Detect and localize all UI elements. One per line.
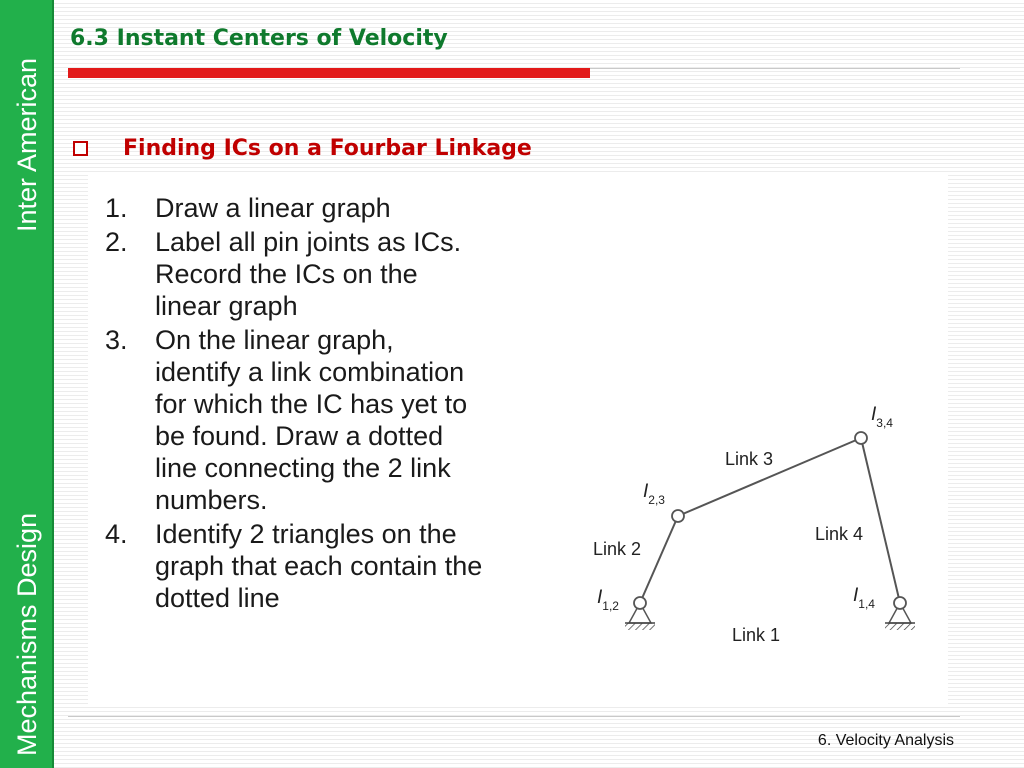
pin-joint-i14	[894, 597, 906, 609]
link-1-label: Link 1	[732, 625, 781, 645]
ic-label-i23: $I_{2,3}$	[643, 481, 665, 507]
square-bullet-icon	[73, 141, 88, 156]
link-3-label: Link 3	[725, 449, 774, 469]
step-number: 1.	[105, 193, 128, 223]
sidebar-banner	[0, 0, 54, 768]
slide-title: 6.3 Instant Centers of Velocity	[70, 26, 448, 51]
link-2-label: Link 2	[593, 539, 642, 559]
ic-label-i14: $I_{1,4}$	[853, 585, 875, 611]
link-2-bar	[640, 516, 678, 603]
title-underline-accent	[68, 68, 590, 78]
step-number: 3.	[105, 325, 128, 355]
pin-joint-i34	[855, 432, 867, 444]
link-4-bar	[861, 438, 900, 603]
step-text: Label all pin joints as ICs. Record the ICs on the linear graph	[155, 227, 462, 321]
slide-subtitle: Finding ICs on a Fourbar Linkage	[123, 136, 532, 161]
step-text: On the linear graph, identify a link combination for which the IC has yet to be found. Draw a dotted line connecting the 2 link numbers.	[155, 325, 468, 515]
step-text: Draw a linear graph	[155, 193, 391, 223]
step-text: Identify 2 triangles on the graph that each contain the dotted line	[155, 519, 483, 613]
fourbar-linkage-diagram	[580, 395, 930, 655]
footer-section-label: 6. Velocity Analysis	[817, 732, 954, 749]
title-underline-rule	[590, 68, 960, 69]
footer-rule	[68, 716, 960, 717]
steps-list	[105, 192, 485, 616]
sidebar-top-label: Inter American	[12, 57, 42, 232]
ic-label-i34: $I_{3,4}$	[871, 404, 893, 430]
pin-joint-i12	[634, 597, 646, 609]
sidebar-bottom-label: Mechanisms Design	[12, 512, 42, 756]
step-item	[105, 518, 485, 614]
pin-joint-i23	[672, 510, 684, 522]
step-number: 4.	[105, 519, 128, 549]
step-item	[105, 226, 485, 322]
step-item	[105, 324, 485, 516]
ic-label-i12: $I_{1,2}$	[597, 587, 619, 613]
link-4-label: Link 4	[815, 524, 864, 544]
step-number: 2.	[105, 227, 128, 257]
step-item	[105, 192, 485, 224]
